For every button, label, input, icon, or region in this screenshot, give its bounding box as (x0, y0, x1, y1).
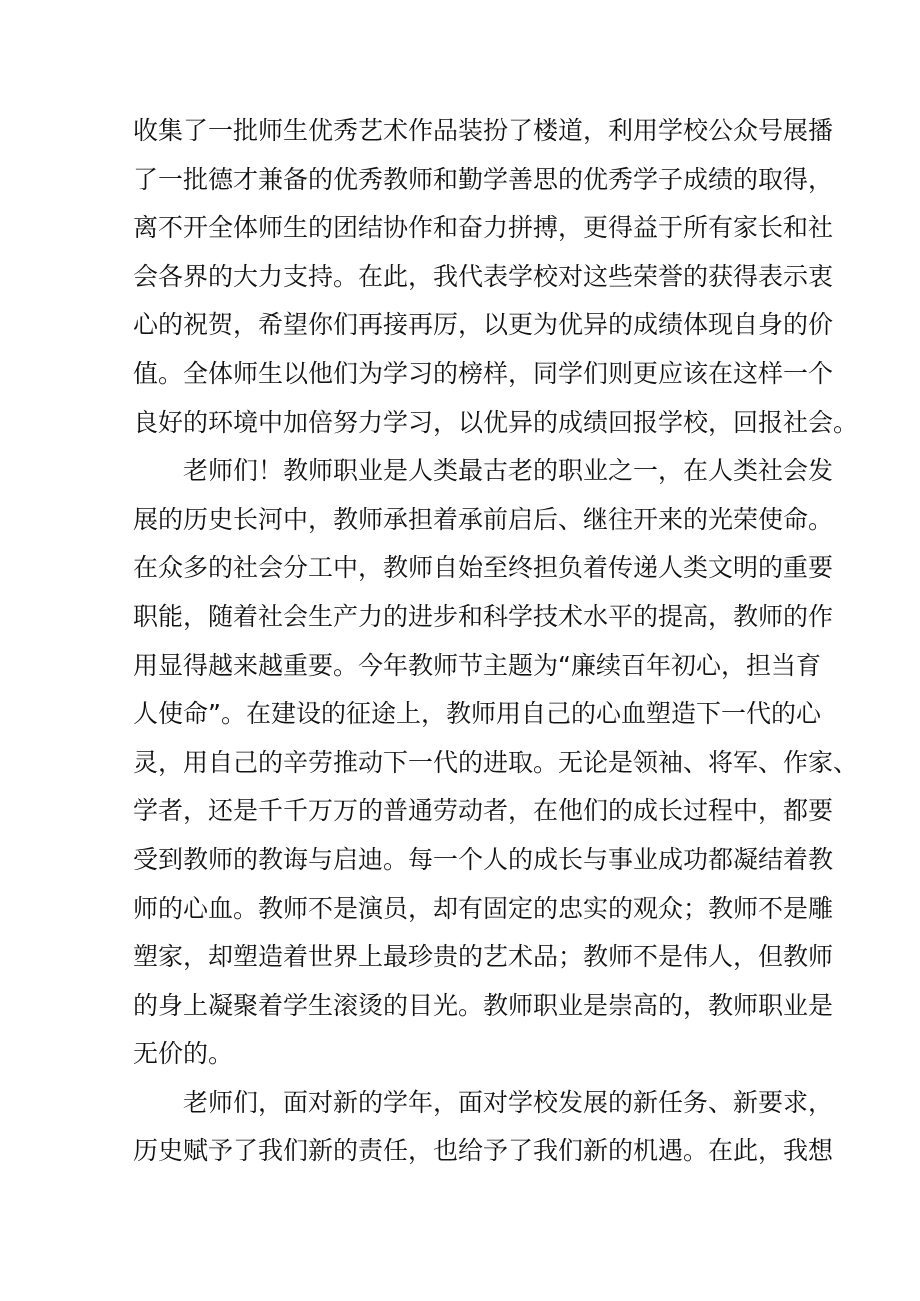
text-line: 的身上凝聚着学生滚烫的目光。教师职业是崇高的，教师职业是 (133, 990, 834, 1020)
text-line: 值。全体师生以他们为学习的榜样，同学们则更应该在这样一个 (133, 358, 834, 388)
text-line: 受到教师的教诲与启迪。每一个人的成长与事业成功都凝结着教 (133, 844, 834, 874)
text-line: 展的历史长河中，教师承担着承前启后、继往开来的光荣使命。 (133, 504, 834, 534)
text-line: 离不开全体师生的团结协作和奋力拼搏，更得益于所有家长和社 (133, 213, 834, 243)
text-line: 历史赋予了我们新的责任，也给予了我们新的机遇。在此，我想 (133, 1136, 834, 1166)
text-line: 塑家，却塑造着世界上最珍贵的艺术品；教师不是伟人，但教师 (133, 942, 834, 972)
text-line: 在众多的社会分工中，教师自始至终担负着传递人类文明的重要 (133, 553, 834, 583)
text-line: 收集了一批师生优秀艺术作品装扮了楼道，利用学校公众号展播 (133, 116, 834, 145)
text-line: 心的祝贺，希望你们再接再厉，以更为优异的成绩体现自身的价 (133, 310, 834, 340)
text-line: 职能，随着社会生产力的进步和科学技术水平的提高，教师的作 (133, 601, 834, 631)
text-line: 用显得越来越重要。今年教师节主题为“廉续百年初心，担当育 (133, 650, 821, 680)
text-line: 学者，还是千千万万的普通劳动者，在他们的成长过程中，都要 (133, 796, 834, 826)
text-line: 灵，用自己的辛劳推动下一代的进取。无论是领袖、将军、作家、 (133, 747, 859, 777)
text-line: 良好的环境中加倍努力学习，以优异的成绩回报学校，回报社会。 (133, 407, 859, 437)
text-line: 无价的。 (133, 1039, 234, 1069)
text-line: 师的心血。教师不是演员，却有固定的忠实的观众；教师不是雕 (133, 893, 834, 923)
document-body (133, 107, 859, 1176)
text-line: 人使命”。在建设的征途上，教师用自己的心血塑造下一代的心 (133, 699, 821, 729)
text-line: 了一批德才兼备的优秀教师和勤学善思的优秀学子成绩的取得， (133, 164, 834, 194)
text-line: 会各界的大力支持。在此，我代表学校对这些荣誉的获得表示衷 (133, 261, 834, 291)
text-line: 老师们！教师职业是人类最古老的职业之一，在人类社会发 (183, 456, 834, 486)
text-line: 老师们，面对新的学年，面对学校发展的新任务、新要求， (183, 1087, 834, 1117)
